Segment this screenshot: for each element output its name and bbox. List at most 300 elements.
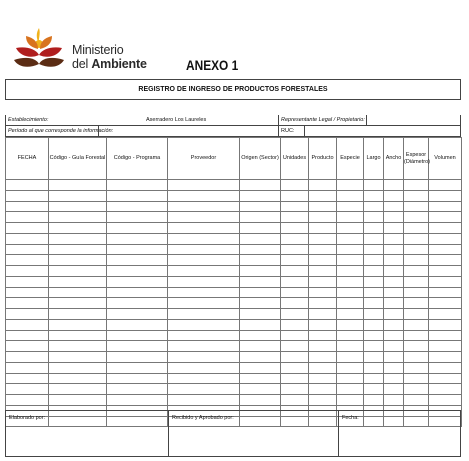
table-cell[interactable]	[337, 384, 364, 395]
table-cell[interactable]	[384, 341, 404, 352]
table-cell[interactable]	[107, 244, 168, 255]
table-cell[interactable]	[281, 244, 309, 255]
table-cell[interactable]	[281, 223, 309, 234]
org-line1: Ministerio	[72, 43, 124, 57]
table-cell[interactable]	[384, 255, 404, 266]
table-cell[interactable]	[309, 233, 337, 244]
table-cell[interactable]	[168, 319, 240, 330]
recibido-label: Recibido y Aprobado por:	[172, 415, 234, 421]
table-cell[interactable]	[240, 319, 281, 330]
table-cell[interactable]	[384, 190, 404, 201]
table-cell[interactable]	[364, 319, 384, 330]
table-cell[interactable]	[404, 212, 429, 223]
table-cell[interactable]	[240, 266, 281, 277]
table-cell[interactable]	[309, 309, 337, 320]
table-cell[interactable]	[364, 180, 384, 191]
table-cell[interactable]	[281, 319, 309, 330]
table-cell[interactable]	[107, 362, 168, 373]
table-cell[interactable]	[337, 266, 364, 277]
table-cell[interactable]	[168, 201, 240, 212]
table-cell[interactable]	[384, 212, 404, 223]
table-row	[6, 319, 462, 330]
table-cell[interactable]	[281, 384, 309, 395]
table-cell[interactable]	[364, 190, 384, 201]
table-cell[interactable]	[49, 201, 107, 212]
table-cell[interactable]	[6, 223, 49, 234]
table-cell[interactable]	[168, 190, 240, 201]
table-cell[interactable]	[281, 341, 309, 352]
table-cell[interactable]	[168, 212, 240, 223]
table-cell[interactable]	[6, 276, 49, 287]
table-cell[interactable]	[240, 223, 281, 234]
table-cell[interactable]	[404, 287, 429, 298]
table-row	[6, 341, 462, 352]
table-cell[interactable]	[384, 266, 404, 277]
table-cell[interactable]	[6, 362, 49, 373]
table-cell[interactable]	[281, 212, 309, 223]
table-cell[interactable]	[429, 298, 462, 309]
table-cell[interactable]	[6, 384, 49, 395]
table-cell[interactable]	[107, 319, 168, 330]
table-cell[interactable]	[337, 244, 364, 255]
table-cell[interactable]	[384, 384, 404, 395]
table-cell[interactable]	[404, 266, 429, 277]
table-cell[interactable]	[384, 362, 404, 373]
table-cell[interactable]	[337, 255, 364, 266]
table-cell[interactable]	[240, 330, 281, 341]
table-cell[interactable]	[384, 287, 404, 298]
table-cell[interactable]	[168, 266, 240, 277]
table-cell[interactable]	[364, 362, 384, 373]
table-cell[interactable]	[429, 180, 462, 191]
table-cell[interactable]	[281, 255, 309, 266]
table-cell[interactable]	[49, 223, 107, 234]
table-cell[interactable]	[168, 287, 240, 298]
table-cell[interactable]	[107, 180, 168, 191]
table-cell[interactable]	[429, 373, 462, 384]
table-cell[interactable]	[240, 395, 281, 406]
table-cell[interactable]	[384, 373, 404, 384]
table-cell[interactable]	[364, 309, 384, 320]
table-cell[interactable]	[107, 201, 168, 212]
table-cell[interactable]	[404, 190, 429, 201]
table-cell[interactable]	[240, 255, 281, 266]
org-line2: del Ambiente	[72, 57, 147, 71]
table-cell[interactable]	[384, 223, 404, 234]
table-cell[interactable]	[337, 276, 364, 287]
table-cell[interactable]	[168, 384, 240, 395]
table-cell[interactable]	[309, 223, 337, 234]
table-cell[interactable]	[429, 352, 462, 363]
table-cell[interactable]	[309, 384, 337, 395]
table-cell[interactable]	[309, 352, 337, 363]
table-cell[interactable]	[107, 287, 168, 298]
table-cell[interactable]	[240, 384, 281, 395]
table-cell[interactable]	[429, 309, 462, 320]
table-cell[interactable]	[107, 255, 168, 266]
table-cell[interactable]	[281, 362, 309, 373]
table-cell[interactable]	[107, 395, 168, 406]
table-cell[interactable]	[6, 373, 49, 384]
table-cell[interactable]	[337, 287, 364, 298]
table-cell[interactable]	[337, 341, 364, 352]
table-cell[interactable]	[49, 244, 107, 255]
table-cell[interactable]	[168, 244, 240, 255]
table-cell[interactable]	[49, 212, 107, 223]
table-cell[interactable]	[107, 373, 168, 384]
table-cell[interactable]	[384, 298, 404, 309]
table-row	[6, 255, 462, 266]
table-cell[interactable]	[364, 341, 384, 352]
table-row	[6, 276, 462, 287]
fecha-cell[interactable]	[339, 411, 460, 456]
table-cell[interactable]	[107, 341, 168, 352]
table-cell[interactable]	[168, 373, 240, 384]
establecimiento-label: Establecimiento:	[8, 117, 49, 123]
table-cell[interactable]	[429, 362, 462, 373]
table-cell[interactable]	[6, 255, 49, 266]
table-cell[interactable]	[309, 330, 337, 341]
table-header-row	[6, 138, 462, 180]
table-cell[interactable]	[404, 233, 429, 244]
table-cell[interactable]	[404, 341, 429, 352]
table-cell[interactable]	[281, 298, 309, 309]
table-cell[interactable]	[309, 201, 337, 212]
table-cell[interactable]	[281, 190, 309, 201]
table-cell[interactable]	[384, 201, 404, 212]
table-row	[6, 309, 462, 320]
table-cell[interactable]	[404, 244, 429, 255]
recibido-cell[interactable]	[169, 411, 339, 456]
table-cell[interactable]	[337, 352, 364, 363]
table-cell[interactable]	[364, 287, 384, 298]
table-cell[interactable]	[6, 180, 49, 191]
table-cell[interactable]	[429, 190, 462, 201]
table-cell[interactable]	[309, 319, 337, 330]
annex-title: ANEXO 1	[186, 57, 239, 73]
table-cell[interactable]	[107, 233, 168, 244]
table-cell[interactable]	[240, 233, 281, 244]
table-cell[interactable]	[107, 352, 168, 363]
table-cell[interactable]	[240, 341, 281, 352]
table-cell[interactable]	[168, 255, 240, 266]
table-cell[interactable]	[281, 309, 309, 320]
table-row	[6, 395, 462, 406]
col-origen: Origen (Sector)	[240, 138, 281, 180]
table-cell[interactable]	[384, 395, 404, 406]
table-cell[interactable]	[337, 223, 364, 234]
table-cell[interactable]	[364, 373, 384, 384]
table-cell[interactable]	[281, 287, 309, 298]
col-espesor: Espesor (Diámetro)	[404, 138, 429, 180]
col-proveedor: Proveedor	[168, 138, 240, 180]
table-cell[interactable]	[168, 223, 240, 234]
table-cell[interactable]	[6, 298, 49, 309]
representante-label: Representante Legal / Propietario:	[281, 117, 365, 123]
table-cell[interactable]	[404, 395, 429, 406]
table-cell[interactable]	[404, 223, 429, 234]
table-cell[interactable]	[429, 233, 462, 244]
table-cell[interactable]	[364, 352, 384, 363]
table-cell[interactable]	[384, 309, 404, 320]
table-cell[interactable]	[107, 330, 168, 341]
meta-row-establecimiento	[5, 115, 461, 126]
table-cell[interactable]	[49, 266, 107, 277]
table-cell[interactable]	[240, 212, 281, 223]
col-producto: Producto	[309, 138, 337, 180]
table-cell[interactable]	[337, 330, 364, 341]
table-cell[interactable]	[281, 276, 309, 287]
table-cell[interactable]	[6, 287, 49, 298]
table-row	[6, 223, 462, 234]
table-cell[interactable]	[337, 309, 364, 320]
table-cell[interactable]	[6, 201, 49, 212]
table-cell[interactable]	[6, 212, 49, 223]
table-cell[interactable]	[364, 384, 384, 395]
table-cell[interactable]	[364, 255, 384, 266]
table-cell[interactable]	[240, 298, 281, 309]
table-cell[interactable]	[49, 276, 107, 287]
table-cell[interactable]	[49, 362, 107, 373]
table-cell[interactable]	[240, 180, 281, 191]
table-cell[interactable]	[6, 309, 49, 320]
table-cell[interactable]	[429, 330, 462, 341]
table-cell[interactable]	[240, 244, 281, 255]
table-cell[interactable]	[337, 212, 364, 223]
table-cell[interactable]	[404, 276, 429, 287]
table-cell[interactable]	[404, 298, 429, 309]
table-cell[interactable]	[309, 212, 337, 223]
table-row	[6, 266, 462, 277]
table-cell[interactable]	[49, 309, 107, 320]
table-cell[interactable]	[309, 255, 337, 266]
table-cell[interactable]	[429, 276, 462, 287]
table-cell[interactable]	[309, 276, 337, 287]
table-cell[interactable]	[429, 223, 462, 234]
table-cell[interactable]	[168, 233, 240, 244]
table-cell[interactable]	[49, 255, 107, 266]
table-cell[interactable]	[404, 384, 429, 395]
table-row	[6, 287, 462, 298]
establecimiento-value: Aserradero Los Laureles	[146, 117, 207, 123]
table-cell[interactable]	[337, 190, 364, 201]
table-row	[6, 330, 462, 341]
table-cell[interactable]	[49, 352, 107, 363]
table-cell[interactable]	[6, 190, 49, 201]
table-cell[interactable]	[49, 395, 107, 406]
table-cell[interactable]	[6, 330, 49, 341]
table-cell[interactable]	[404, 352, 429, 363]
table-cell[interactable]	[281, 330, 309, 341]
table-cell[interactable]	[281, 233, 309, 244]
table-row	[6, 352, 462, 363]
meta-row-periodo	[5, 126, 461, 137]
table-cell[interactable]	[429, 201, 462, 212]
fecha-label: Fecha:	[342, 415, 359, 421]
table-cell[interactable]	[107, 190, 168, 201]
table-cell[interactable]	[429, 341, 462, 352]
table-cell[interactable]	[364, 266, 384, 277]
table-cell[interactable]	[404, 362, 429, 373]
table-cell[interactable]	[240, 201, 281, 212]
col-ancho: Ancho	[384, 138, 404, 180]
table-cell[interactable]	[107, 266, 168, 277]
col-especie: Especie	[337, 138, 364, 180]
col-guia-forestal: Código - Guía Forestal	[49, 138, 107, 180]
table-cell[interactable]	[364, 395, 384, 406]
table-cell[interactable]	[429, 266, 462, 277]
products-table	[5, 137, 462, 427]
table-row	[6, 180, 462, 191]
elaborado-label: Elaborado por:	[9, 415, 46, 421]
table-cell[interactable]	[240, 276, 281, 287]
table-cell[interactable]	[364, 244, 384, 255]
table-cell[interactable]	[168, 298, 240, 309]
table-cell[interactable]	[49, 373, 107, 384]
table-cell[interactable]	[49, 190, 107, 201]
col-largo: Largo	[364, 138, 384, 180]
table-cell[interactable]	[168, 330, 240, 341]
table-cell[interactable]	[337, 180, 364, 191]
table-cell[interactable]	[168, 341, 240, 352]
table-cell[interactable]	[107, 212, 168, 223]
table-cell[interactable]	[281, 352, 309, 363]
table-cell[interactable]	[429, 319, 462, 330]
table-cell[interactable]	[404, 330, 429, 341]
table-cell[interactable]	[404, 373, 429, 384]
table-cell[interactable]	[384, 330, 404, 341]
table-cell[interactable]	[429, 287, 462, 298]
table-cell[interactable]	[168, 276, 240, 287]
table-cell[interactable]	[337, 233, 364, 244]
table-cell[interactable]	[429, 384, 462, 395]
table-cell[interactable]	[384, 233, 404, 244]
table-cell[interactable]	[281, 180, 309, 191]
col-unidades: Unidades	[281, 138, 309, 180]
table-cell[interactable]	[404, 309, 429, 320]
table-cell[interactable]	[364, 223, 384, 234]
table-cell[interactable]	[309, 395, 337, 406]
table-cell[interactable]	[49, 233, 107, 244]
table-row	[6, 298, 462, 309]
table-cell[interactable]	[49, 341, 107, 352]
table-row	[6, 201, 462, 212]
table-cell[interactable]	[337, 373, 364, 384]
table-row	[6, 373, 462, 384]
table-row	[6, 233, 462, 244]
table-cell[interactable]	[281, 266, 309, 277]
table-cell[interactable]	[384, 319, 404, 330]
table-cell[interactable]	[49, 287, 107, 298]
table-cell[interactable]	[240, 352, 281, 363]
table-cell[interactable]	[404, 201, 429, 212]
table-cell[interactable]	[49, 180, 107, 191]
table-cell[interactable]	[384, 244, 404, 255]
table-cell[interactable]	[240, 309, 281, 320]
table-cell[interactable]	[281, 395, 309, 406]
table-cell[interactable]	[384, 352, 404, 363]
table-cell[interactable]	[168, 180, 240, 191]
table-cell[interactable]	[404, 180, 429, 191]
table-cell[interactable]	[6, 341, 49, 352]
table-cell[interactable]	[107, 384, 168, 395]
table-cell[interactable]	[49, 298, 107, 309]
organization-name	[72, 43, 147, 71]
table-cell[interactable]	[168, 352, 240, 363]
table-cell[interactable]	[240, 190, 281, 201]
col-programa: Código - Programa	[107, 138, 168, 180]
table-cell[interactable]	[107, 309, 168, 320]
table-cell[interactable]	[281, 201, 309, 212]
table-cell[interactable]	[429, 255, 462, 266]
table-cell[interactable]	[364, 298, 384, 309]
table-cell[interactable]	[107, 276, 168, 287]
table-cell[interactable]	[6, 319, 49, 330]
table-row	[6, 362, 462, 373]
table-cell[interactable]	[337, 201, 364, 212]
table-cell[interactable]	[6, 352, 49, 363]
table-cell[interactable]	[364, 212, 384, 223]
table-cell[interactable]	[337, 395, 364, 406]
table-cell[interactable]	[429, 244, 462, 255]
table-cell[interactable]	[404, 319, 429, 330]
table-cell[interactable]	[240, 362, 281, 373]
table-cell[interactable]	[384, 180, 404, 191]
table-cell[interactable]	[364, 276, 384, 287]
elaborado-cell[interactable]	[6, 411, 169, 456]
table-cell[interactable]	[49, 330, 107, 341]
table-cell[interactable]	[364, 233, 384, 244]
table-cell[interactable]	[6, 266, 49, 277]
table-cell[interactable]	[6, 244, 49, 255]
form-title: REGISTRO DE INGRESO DE PRODUCTOS FORESTALES	[5, 79, 461, 100]
table-row	[6, 190, 462, 201]
table-cell[interactable]	[6, 233, 49, 244]
table-cell[interactable]	[364, 330, 384, 341]
col-volumen: Volumen	[429, 138, 462, 180]
table-cell[interactable]	[6, 395, 49, 406]
table-cell[interactable]	[309, 244, 337, 255]
table-cell[interactable]	[309, 373, 337, 384]
table-cell[interactable]	[168, 309, 240, 320]
table-cell[interactable]	[364, 201, 384, 212]
table-cell[interactable]	[337, 298, 364, 309]
table-cell[interactable]	[309, 287, 337, 298]
table-cell[interactable]	[49, 319, 107, 330]
table-cell[interactable]	[107, 298, 168, 309]
table-cell[interactable]	[49, 384, 107, 395]
table-cell[interactable]	[384, 276, 404, 287]
table-cell[interactable]	[429, 395, 462, 406]
table-cell[interactable]	[168, 395, 240, 406]
table-cell[interactable]	[429, 212, 462, 223]
table-cell[interactable]	[168, 362, 240, 373]
table-cell[interactable]	[309, 180, 337, 191]
table-row	[6, 244, 462, 255]
table-cell[interactable]	[309, 266, 337, 277]
table-cell[interactable]	[240, 287, 281, 298]
table-cell[interactable]	[309, 362, 337, 373]
table-cell[interactable]	[281, 373, 309, 384]
table-cell[interactable]	[309, 341, 337, 352]
table-cell[interactable]	[337, 319, 364, 330]
table-cell[interactable]	[309, 298, 337, 309]
table-cell[interactable]	[337, 362, 364, 373]
table-cell[interactable]	[240, 373, 281, 384]
table-cell[interactable]	[309, 190, 337, 201]
table-cell[interactable]	[107, 223, 168, 234]
table-cell[interactable]	[404, 255, 429, 266]
